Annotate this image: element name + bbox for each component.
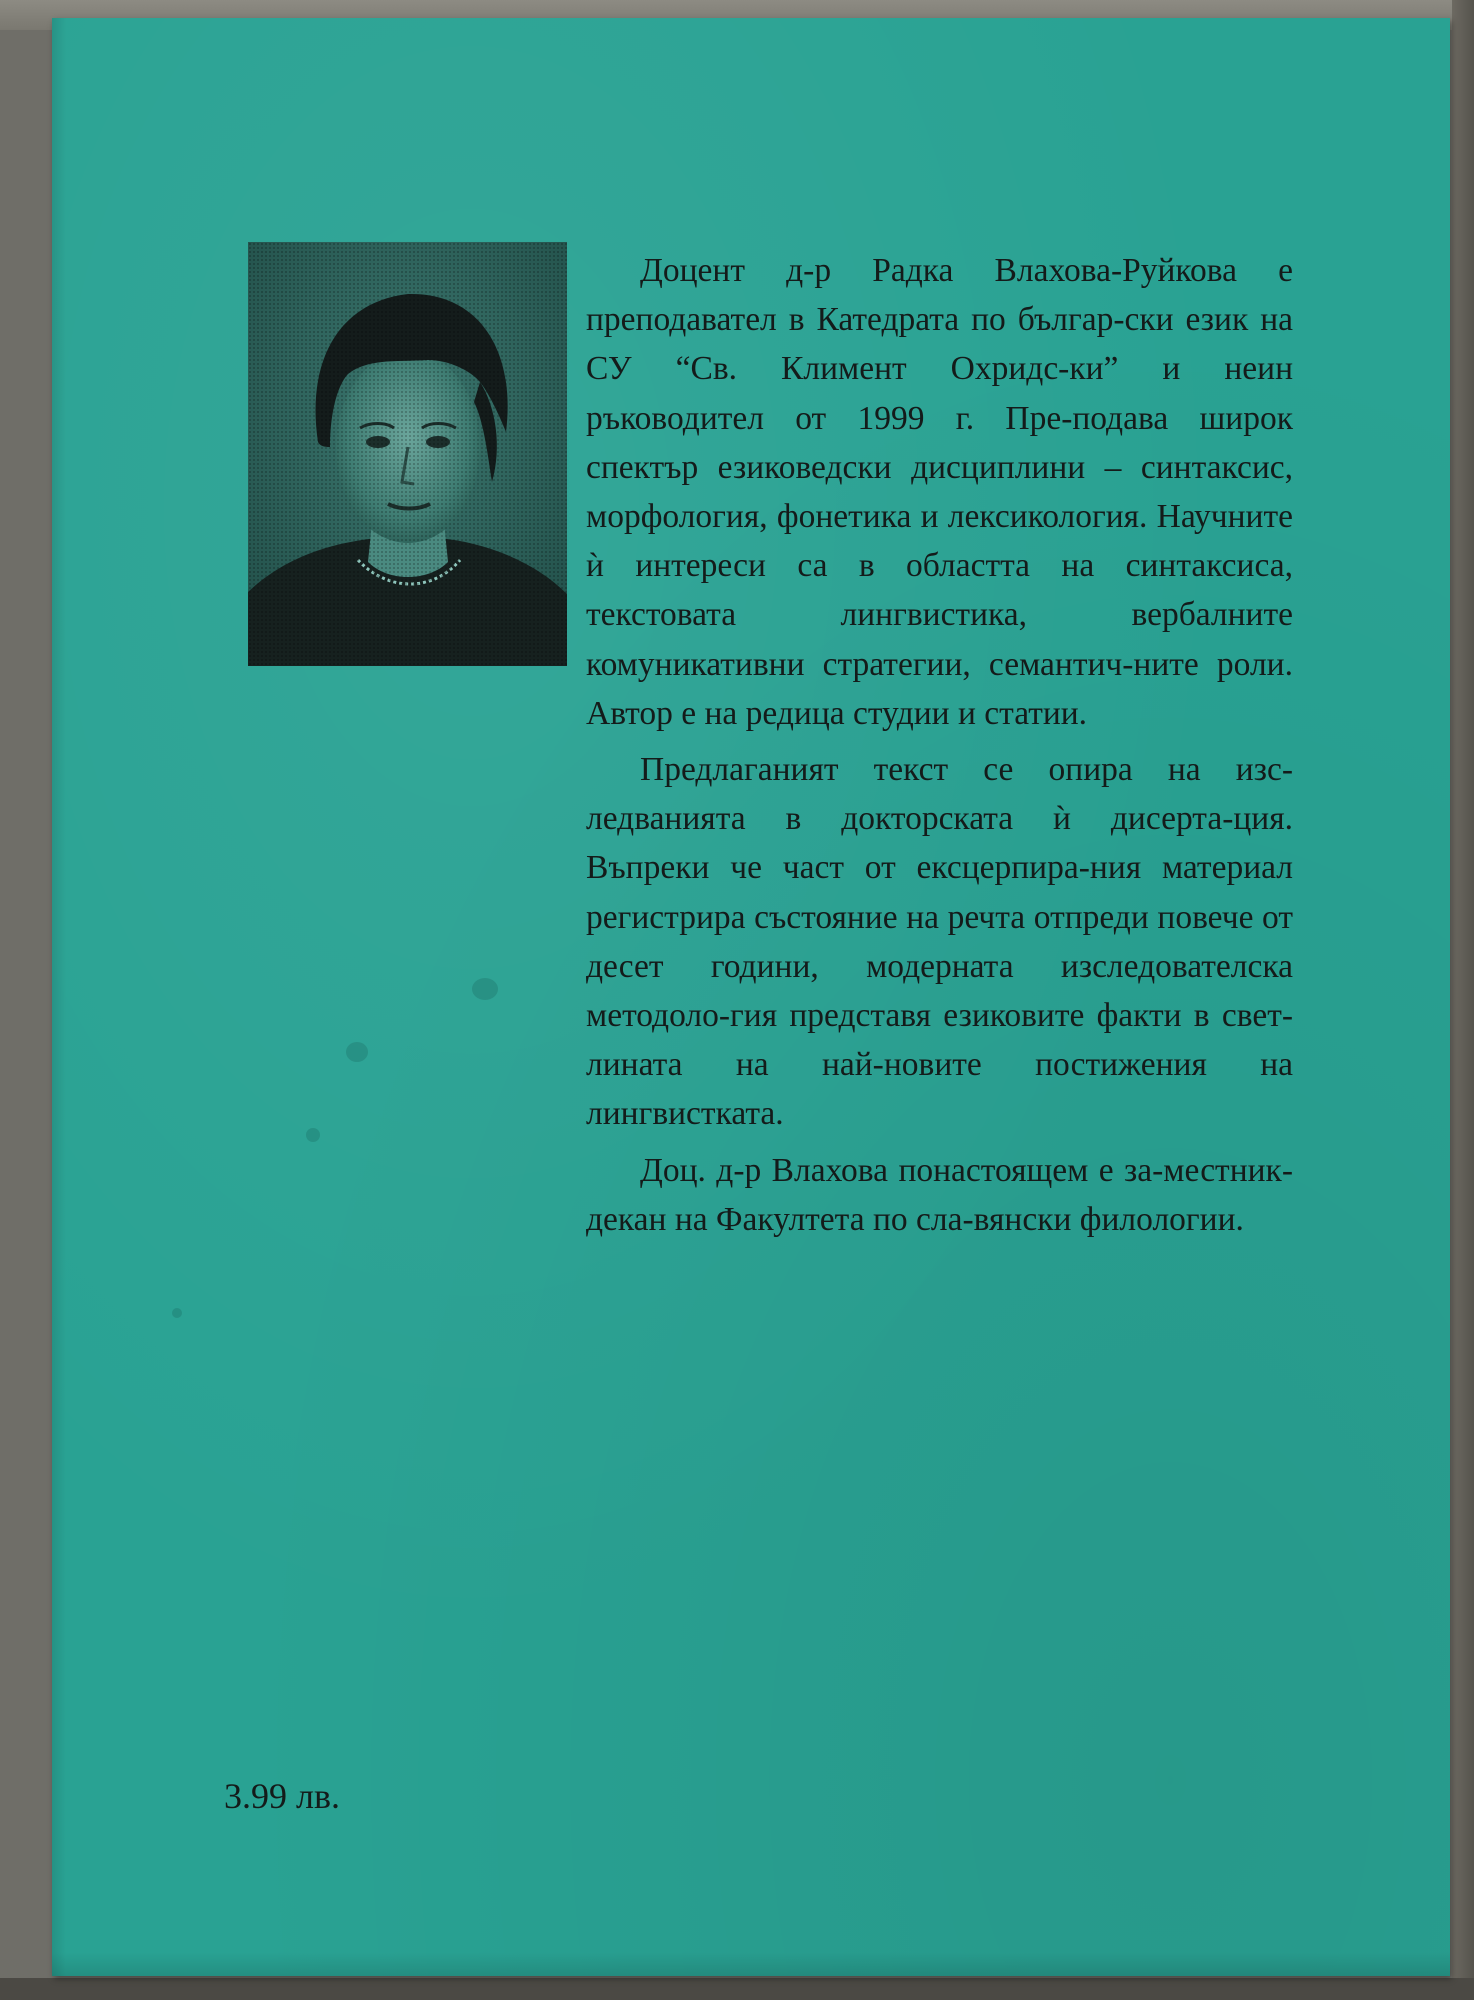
bio-paragraph: Предлаганият текст се опира на изс-ледванията в докторската ѝ дисерта-ция. Въпреки че част от ексцерпира-ния материал регистрира състояние на речта отпреди повече от десет години, модерната изследователска методоло-гия представя езиковите факти в свет-лината на най-новите постижения на лингвистката. — [586, 751, 1293, 1133]
author-portrait — [248, 242, 567, 666]
portrait-image — [248, 242, 567, 666]
cover-stain — [472, 978, 498, 1000]
price-label: 3.99 лв. — [224, 1776, 340, 1816]
cover-stain — [346, 1042, 368, 1062]
bio-paragraph: Доцент д-р Радка Влахова-Руйкова е преподавател в Катедрата по българ-ски език на СУ “Св. Климент Охридс-ки” и неин ръководител от 1999 г. Пре-подава широк спектър езиковедски дисциплини – синтаксис, морфология, фонетика и лексикология. Научните ѝ интереси са в областта на синтаксиса, текстовата лингвистика, вербалните комуникативни стратегии, семантич-ните роли. Автор е на редица студии и статии. — [586, 252, 1293, 732]
cover-stain — [306, 1128, 320, 1142]
cover-stain — [172, 1308, 182, 1318]
background-surface-right — [1452, 0, 1474, 2000]
book-back-cover — [52, 18, 1450, 1976]
cover-shadow-bottom — [52, 1952, 1450, 1976]
bio-paragraph: Доц. д-р Влахова понастоящем е за-местник-декан на Факултета по сла-вянски филологии. — [586, 1151, 1293, 1238]
author-biography — [586, 246, 1293, 1251]
cover-shadow-left — [52, 18, 66, 1976]
background-surface-bottom — [0, 1978, 1474, 2000]
